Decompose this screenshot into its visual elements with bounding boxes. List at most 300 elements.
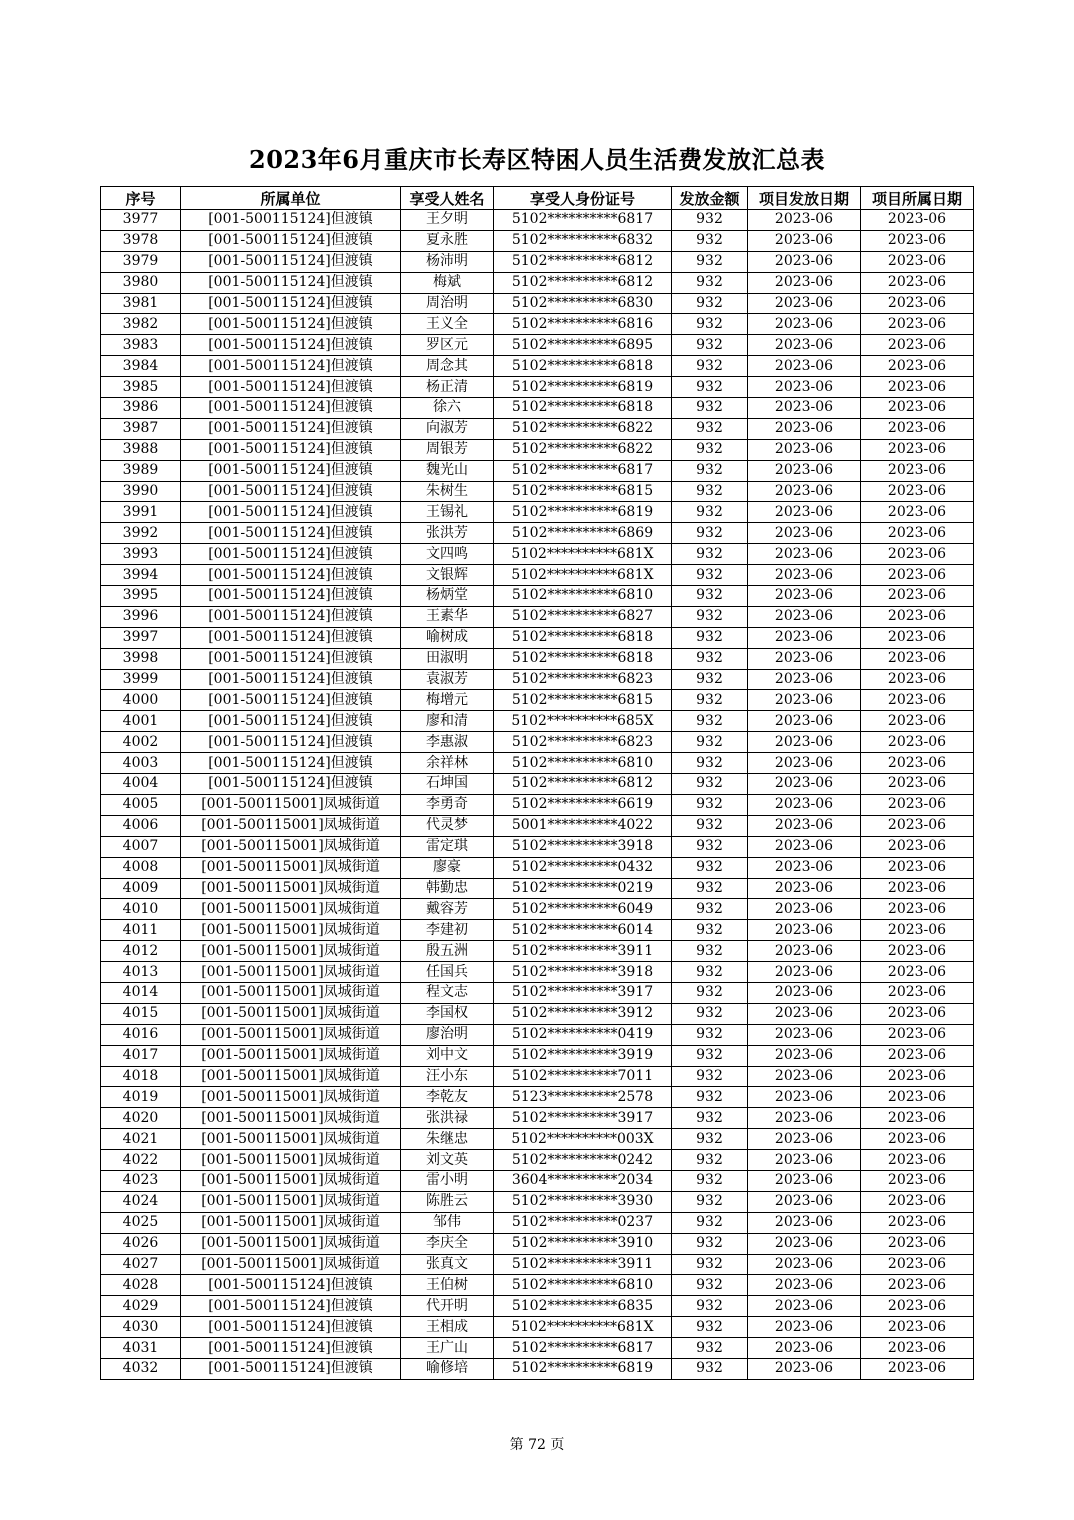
id-number-cell: 5102**********6823: [494, 732, 672, 753]
recipient-name-cell: 周念其: [401, 356, 494, 377]
issue-date-cell: 2023-06: [748, 251, 861, 272]
recipient-name-cell: 任国兵: [401, 962, 494, 983]
id-number-cell: 5102**********0237: [494, 1212, 672, 1233]
row-index-cell: 4015: [101, 1003, 181, 1024]
table-row: [101, 794, 974, 815]
unit-cell: [001-500115001]凤城街道: [181, 1233, 401, 1254]
row-index-cell: 3980: [101, 272, 181, 293]
period-date-cell: 2023-06: [861, 1003, 974, 1024]
row-index-cell: 3988: [101, 439, 181, 460]
period-date-cell: 2023-06: [861, 1024, 974, 1045]
recipient-name-cell: 汪小东: [401, 1066, 494, 1087]
issue-date-cell: 2023-06: [748, 774, 861, 795]
unit-cell: [001-500115124]但渡镇: [181, 1358, 401, 1379]
column-header-amount: 发放金额: [672, 187, 748, 210]
id-number-cell: 5102**********3930: [494, 1191, 672, 1212]
amount-cell: 932: [672, 1108, 748, 1129]
recipient-name-cell: 杨正清: [401, 377, 494, 398]
issue-date-cell: 2023-06: [748, 356, 861, 377]
amount-cell: 932: [672, 565, 748, 586]
unit-cell: [001-500115124]但渡镇: [181, 251, 401, 272]
issue-date-cell: 2023-06: [748, 586, 861, 607]
id-number-cell: 5102**********6810: [494, 586, 672, 607]
row-index-cell: 4016: [101, 1024, 181, 1045]
recipient-name-cell: 李勇奇: [401, 794, 494, 815]
unit-cell: [001-500115001]凤城街道: [181, 857, 401, 878]
period-date-cell: 2023-06: [861, 899, 974, 920]
recipient-name-cell: 杨沛明: [401, 251, 494, 272]
issue-date-cell: 2023-06: [748, 753, 861, 774]
unit-cell: [001-500115124]但渡镇: [181, 565, 401, 586]
row-index-cell: 3977: [101, 210, 181, 231]
recipient-name-cell: 廖和清: [401, 711, 494, 732]
period-date-cell: 2023-06: [861, 1296, 974, 1317]
table-row: [101, 398, 974, 419]
amount-cell: 932: [672, 1170, 748, 1191]
table-body: [101, 210, 974, 1380]
id-number-cell: 5102**********6815: [494, 690, 672, 711]
unit-cell: [001-500115001]凤城街道: [181, 1170, 401, 1191]
period-date-cell: 2023-06: [861, 982, 974, 1003]
id-number-cell: 5102**********6822: [494, 418, 672, 439]
amount-cell: 932: [672, 230, 748, 251]
table-row: [101, 857, 974, 878]
id-number-cell: 5102**********3917: [494, 1108, 672, 1129]
column-header-name: 享受人姓名: [401, 187, 494, 210]
id-number-cell: 5102**********0432: [494, 857, 672, 878]
amount-cell: 932: [672, 1296, 748, 1317]
id-number-cell: 5102**********6818: [494, 627, 672, 648]
period-date-cell: 2023-06: [861, 565, 974, 586]
issue-date-cell: 2023-06: [748, 857, 861, 878]
amount-cell: 932: [672, 377, 748, 398]
amount-cell: 932: [672, 523, 748, 544]
row-index-cell: 3981: [101, 293, 181, 314]
unit-cell: [001-500115124]但渡镇: [181, 690, 401, 711]
table-row: [101, 502, 974, 523]
recipient-name-cell: 王相成: [401, 1317, 494, 1338]
recipient-name-cell: 邹伟: [401, 1212, 494, 1233]
row-index-cell: 4021: [101, 1129, 181, 1150]
table-row: [101, 1170, 974, 1191]
amount-cell: 932: [672, 1212, 748, 1233]
amount-cell: 932: [672, 1150, 748, 1171]
recipient-name-cell: 周银芳: [401, 439, 494, 460]
recipient-name-cell: 王广山: [401, 1338, 494, 1359]
issue-date-cell: 2023-06: [748, 1233, 861, 1254]
unit-cell: [001-500115001]凤城街道: [181, 1045, 401, 1066]
unit-cell: [001-500115124]但渡镇: [181, 774, 401, 795]
row-index-cell: 4020: [101, 1108, 181, 1129]
period-date-cell: 2023-06: [861, 210, 974, 231]
table-row: [101, 377, 974, 398]
amount-cell: 932: [672, 1317, 748, 1338]
recipient-name-cell: 魏光山: [401, 460, 494, 481]
id-number-cell: 5102**********6810: [494, 1275, 672, 1296]
recipient-name-cell: 代灵梦: [401, 815, 494, 836]
unit-cell: [001-500115001]凤城街道: [181, 836, 401, 857]
period-date-cell: 2023-06: [861, 1129, 974, 1150]
issue-date-cell: 2023-06: [748, 1066, 861, 1087]
period-date-cell: 2023-06: [861, 398, 974, 419]
period-date-cell: 2023-06: [861, 377, 974, 398]
period-date-cell: 2023-06: [861, 1087, 974, 1108]
period-date-cell: 2023-06: [861, 544, 974, 565]
row-index-cell: 4025: [101, 1212, 181, 1233]
id-number-cell: 5102**********0219: [494, 878, 672, 899]
unit-cell: [001-500115001]凤城街道: [181, 794, 401, 815]
row-index-cell: 4019: [101, 1087, 181, 1108]
table-row: [101, 1024, 974, 1045]
unit-cell: [001-500115124]但渡镇: [181, 1317, 401, 1338]
recipient-name-cell: 王素华: [401, 606, 494, 627]
unit-cell: [001-500115124]但渡镇: [181, 544, 401, 565]
unit-cell: [001-500115001]凤城街道: [181, 982, 401, 1003]
row-index-cell: 4024: [101, 1191, 181, 1212]
table-row: [101, 1358, 974, 1379]
issue-date-cell: 2023-06: [748, 815, 861, 836]
amount-cell: 932: [672, 1087, 748, 1108]
row-index-cell: 4006: [101, 815, 181, 836]
table-row: [101, 1296, 974, 1317]
amount-cell: 932: [672, 1024, 748, 1045]
id-number-cell: 5102**********3910: [494, 1233, 672, 1254]
id-number-cell: 5001**********4022: [494, 815, 672, 836]
unit-cell: [001-500115124]但渡镇: [181, 272, 401, 293]
issue-date-cell: 2023-06: [748, 439, 861, 460]
amount-cell: 932: [672, 1358, 748, 1379]
amount-cell: 932: [672, 1045, 748, 1066]
id-number-cell: 5102**********3918: [494, 836, 672, 857]
period-date-cell: 2023-06: [861, 460, 974, 481]
column-header-unit: 所属单位: [181, 187, 401, 210]
table-row: [101, 606, 974, 627]
row-index-cell: 3990: [101, 481, 181, 502]
recipient-name-cell: 雷小明: [401, 1170, 494, 1191]
table-row: [101, 1003, 974, 1024]
table-row: [101, 1212, 974, 1233]
unit-cell: [001-500115001]凤城街道: [181, 1212, 401, 1233]
id-number-cell: 5102**********6830: [494, 293, 672, 314]
id-number-cell: 5102**********6817: [494, 1338, 672, 1359]
id-number-cell: 5102**********6815: [494, 481, 672, 502]
amount-cell: 932: [672, 1338, 748, 1359]
unit-cell: [001-500115124]但渡镇: [181, 732, 401, 753]
row-index-cell: 4011: [101, 920, 181, 941]
issue-date-cell: 2023-06: [748, 523, 861, 544]
row-index-cell: 3995: [101, 586, 181, 607]
issue-date-cell: 2023-06: [748, 1317, 861, 1338]
issue-date-cell: 2023-06: [748, 272, 861, 293]
row-index-cell: 3993: [101, 544, 181, 565]
amount-cell: 932: [672, 753, 748, 774]
id-number-cell: 3604**********2034: [494, 1170, 672, 1191]
table-row: [101, 1233, 974, 1254]
period-date-cell: 2023-06: [861, 962, 974, 983]
period-date-cell: 2023-06: [861, 941, 974, 962]
table-row: [101, 272, 974, 293]
row-index-cell: 4028: [101, 1275, 181, 1296]
id-number-cell: 5102**********6812: [494, 774, 672, 795]
column-header-index: 序号: [101, 187, 181, 210]
period-date-cell: 2023-06: [861, 418, 974, 439]
issue-date-cell: 2023-06: [748, 836, 861, 857]
recipient-name-cell: 罗区元: [401, 335, 494, 356]
issue-date-cell: 2023-06: [748, 690, 861, 711]
unit-cell: [001-500115001]凤城街道: [181, 1129, 401, 1150]
period-date-cell: 2023-06: [861, 648, 974, 669]
id-number-cell: 5102**********6835: [494, 1296, 672, 1317]
period-date-cell: 2023-06: [861, 1254, 974, 1275]
period-date-cell: 2023-06: [861, 1191, 974, 1212]
table-row: [101, 627, 974, 648]
table-row: [101, 1108, 974, 1129]
id-number-cell: 5102**********6818: [494, 398, 672, 419]
issue-date-cell: 2023-06: [748, 230, 861, 251]
id-number-cell: 5123**********2578: [494, 1087, 672, 1108]
unit-cell: [001-500115001]凤城街道: [181, 962, 401, 983]
issue-date-cell: 2023-06: [748, 314, 861, 335]
unit-cell: [001-500115124]但渡镇: [181, 377, 401, 398]
row-index-cell: 4022: [101, 1150, 181, 1171]
issue-date-cell: 2023-06: [748, 460, 861, 481]
amount-cell: 932: [672, 857, 748, 878]
table-row: [101, 293, 974, 314]
table-row: [101, 586, 974, 607]
period-date-cell: 2023-06: [861, 606, 974, 627]
unit-cell: [001-500115124]但渡镇: [181, 627, 401, 648]
row-index-cell: 3984: [101, 356, 181, 377]
id-number-cell: 5102**********6869: [494, 523, 672, 544]
issue-date-cell: 2023-06: [748, 878, 861, 899]
amount-cell: 932: [672, 1129, 748, 1150]
column-header-id-number: 享受人身份证号: [494, 187, 672, 210]
table-row: [101, 774, 974, 795]
unit-cell: [001-500115124]但渡镇: [181, 606, 401, 627]
id-number-cell: 5102**********6832: [494, 230, 672, 251]
recipient-name-cell: 陈胜云: [401, 1191, 494, 1212]
period-date-cell: 2023-06: [861, 439, 974, 460]
unit-cell: [001-500115124]但渡镇: [181, 502, 401, 523]
row-index-cell: 3978: [101, 230, 181, 251]
issue-date-cell: 2023-06: [748, 982, 861, 1003]
row-index-cell: 3992: [101, 523, 181, 544]
table-row: [101, 544, 974, 565]
id-number-cell: 5102**********6812: [494, 251, 672, 272]
unit-cell: [001-500115124]但渡镇: [181, 1338, 401, 1359]
row-index-cell: 4008: [101, 857, 181, 878]
issue-date-cell: 2023-06: [748, 502, 861, 523]
row-index-cell: 4012: [101, 941, 181, 962]
recipient-name-cell: 李乾友: [401, 1087, 494, 1108]
id-number-cell: 5102**********6895: [494, 335, 672, 356]
issue-date-cell: 2023-06: [748, 1129, 861, 1150]
recipient-name-cell: 廖豪: [401, 857, 494, 878]
recipient-name-cell: 向淑芳: [401, 418, 494, 439]
column-header-period-date: 项目所属日期: [861, 187, 974, 210]
unit-cell: [001-500115001]凤城街道: [181, 1191, 401, 1212]
row-index-cell: 4027: [101, 1254, 181, 1275]
table-row: [101, 1191, 974, 1212]
id-number-cell: 5102**********6818: [494, 356, 672, 377]
recipient-name-cell: 喻树成: [401, 627, 494, 648]
period-date-cell: 2023-06: [861, 293, 974, 314]
id-number-cell: 5102**********681X: [494, 544, 672, 565]
column-header-issue-date: 项目发放日期: [748, 187, 861, 210]
period-date-cell: 2023-06: [861, 314, 974, 335]
period-date-cell: 2023-06: [861, 523, 974, 544]
unit-cell: [001-500115001]凤城街道: [181, 1254, 401, 1275]
table-row: [101, 878, 974, 899]
period-date-cell: 2023-06: [861, 1108, 974, 1129]
issue-date-cell: 2023-06: [748, 565, 861, 586]
row-index-cell: 4005: [101, 794, 181, 815]
recipient-name-cell: 刘中文: [401, 1045, 494, 1066]
issue-date-cell: 2023-06: [748, 1358, 861, 1379]
id-number-cell: 5102**********6619: [494, 794, 672, 815]
period-date-cell: 2023-06: [861, 502, 974, 523]
row-index-cell: 4031: [101, 1338, 181, 1359]
row-index-cell: 3985: [101, 377, 181, 398]
id-number-cell: 5102**********6822: [494, 439, 672, 460]
period-date-cell: 2023-06: [861, 627, 974, 648]
unit-cell: [001-500115001]凤城街道: [181, 1003, 401, 1024]
amount-cell: 932: [672, 460, 748, 481]
table-row: [101, 1129, 974, 1150]
id-number-cell: 5102**********6819: [494, 1358, 672, 1379]
table-row: [101, 565, 974, 586]
period-date-cell: 2023-06: [861, 1066, 974, 1087]
amount-cell: 932: [672, 627, 748, 648]
period-date-cell: 2023-06: [861, 1045, 974, 1066]
amount-cell: 932: [672, 669, 748, 690]
amount-cell: 932: [672, 690, 748, 711]
amount-cell: 932: [672, 732, 748, 753]
period-date-cell: 2023-06: [861, 815, 974, 836]
period-date-cell: 2023-06: [861, 1170, 974, 1191]
recipient-name-cell: 张真文: [401, 1254, 494, 1275]
table-row: [101, 460, 974, 481]
recipient-name-cell: 文四鸣: [401, 544, 494, 565]
row-index-cell: 3996: [101, 606, 181, 627]
recipient-name-cell: 袁淑芳: [401, 669, 494, 690]
period-date-cell: 2023-06: [861, 1358, 974, 1379]
period-date-cell: 2023-06: [861, 794, 974, 815]
unit-cell: [001-500115124]但渡镇: [181, 230, 401, 251]
period-date-cell: 2023-06: [861, 1150, 974, 1171]
period-date-cell: 2023-06: [861, 878, 974, 899]
recipient-name-cell: 石坤国: [401, 774, 494, 795]
issue-date-cell: 2023-06: [748, 1338, 861, 1359]
amount-cell: 932: [672, 1275, 748, 1296]
recipient-name-cell: 廖治明: [401, 1024, 494, 1045]
recipient-name-cell: 雷定琪: [401, 836, 494, 857]
table-row: [101, 481, 974, 502]
unit-cell: [001-500115001]凤城街道: [181, 1108, 401, 1129]
page-number: 第 72 页: [509, 1437, 565, 1453]
issue-date-cell: 2023-06: [748, 335, 861, 356]
id-number-cell: 5102**********6819: [494, 377, 672, 398]
period-date-cell: 2023-06: [861, 356, 974, 377]
issue-date-cell: 2023-06: [748, 1108, 861, 1129]
row-index-cell: 4003: [101, 753, 181, 774]
period-date-cell: 2023-06: [861, 732, 974, 753]
table-row: [101, 251, 974, 272]
amount-cell: 932: [672, 711, 748, 732]
period-date-cell: 2023-06: [861, 836, 974, 857]
unit-cell: [001-500115001]凤城街道: [181, 1087, 401, 1108]
amount-cell: 932: [672, 398, 748, 419]
table-row: [101, 1066, 974, 1087]
id-number-cell: 5102**********685X: [494, 711, 672, 732]
row-index-cell: 3986: [101, 398, 181, 419]
table-row: [101, 439, 974, 460]
table-row: [101, 1317, 974, 1338]
amount-cell: 932: [672, 648, 748, 669]
row-index-cell: 3979: [101, 251, 181, 272]
unit-cell: [001-500115001]凤城街道: [181, 920, 401, 941]
id-number-cell: 5102**********0419: [494, 1024, 672, 1045]
id-number-cell: 5102**********6827: [494, 606, 672, 627]
issue-date-cell: 2023-06: [748, 1275, 861, 1296]
amount-cell: 932: [672, 878, 748, 899]
unit-cell: [001-500115124]但渡镇: [181, 418, 401, 439]
amount-cell: 932: [672, 774, 748, 795]
recipient-name-cell: 梅增元: [401, 690, 494, 711]
row-index-cell: 3983: [101, 335, 181, 356]
amount-cell: 932: [672, 586, 748, 607]
amount-cell: 932: [672, 251, 748, 272]
issue-date-cell: 2023-06: [748, 711, 861, 732]
row-index-cell: 3994: [101, 565, 181, 586]
recipient-name-cell: 文银辉: [401, 565, 494, 586]
recipient-name-cell: 李建初: [401, 920, 494, 941]
table-row: [101, 210, 974, 231]
id-number-cell: 5102**********3911: [494, 941, 672, 962]
issue-date-cell: 2023-06: [748, 1150, 861, 1171]
id-number-cell: 5102**********6014: [494, 920, 672, 941]
issue-date-cell: 2023-06: [748, 1045, 861, 1066]
recipient-name-cell: 余祥林: [401, 753, 494, 774]
issue-date-cell: 2023-06: [748, 920, 861, 941]
id-number-cell: 5102**********681X: [494, 565, 672, 586]
unit-cell: [001-500115124]但渡镇: [181, 481, 401, 502]
issue-date-cell: 2023-06: [748, 1170, 861, 1191]
row-index-cell: 3991: [101, 502, 181, 523]
period-date-cell: 2023-06: [861, 711, 974, 732]
table-header-row: [101, 187, 974, 210]
amount-cell: 932: [672, 962, 748, 983]
unit-cell: [001-500115124]但渡镇: [181, 460, 401, 481]
table-row: [101, 962, 974, 983]
unit-cell: [001-500115001]凤城街道: [181, 941, 401, 962]
period-date-cell: 2023-06: [861, 251, 974, 272]
unit-cell: [001-500115124]但渡镇: [181, 335, 401, 356]
recipient-name-cell: 夏永胜: [401, 230, 494, 251]
issue-date-cell: 2023-06: [748, 418, 861, 439]
period-date-cell: 2023-06: [861, 774, 974, 795]
recipient-name-cell: 田淑明: [401, 648, 494, 669]
amount-cell: 932: [672, 982, 748, 1003]
table-row: [101, 669, 974, 690]
recipient-name-cell: 杨炳堂: [401, 586, 494, 607]
amount-cell: 932: [672, 418, 748, 439]
table-row: [101, 690, 974, 711]
table-row: [101, 1254, 974, 1275]
amount-cell: 932: [672, 502, 748, 523]
id-number-cell: 5102**********6823: [494, 669, 672, 690]
unit-cell: [001-500115124]但渡镇: [181, 648, 401, 669]
